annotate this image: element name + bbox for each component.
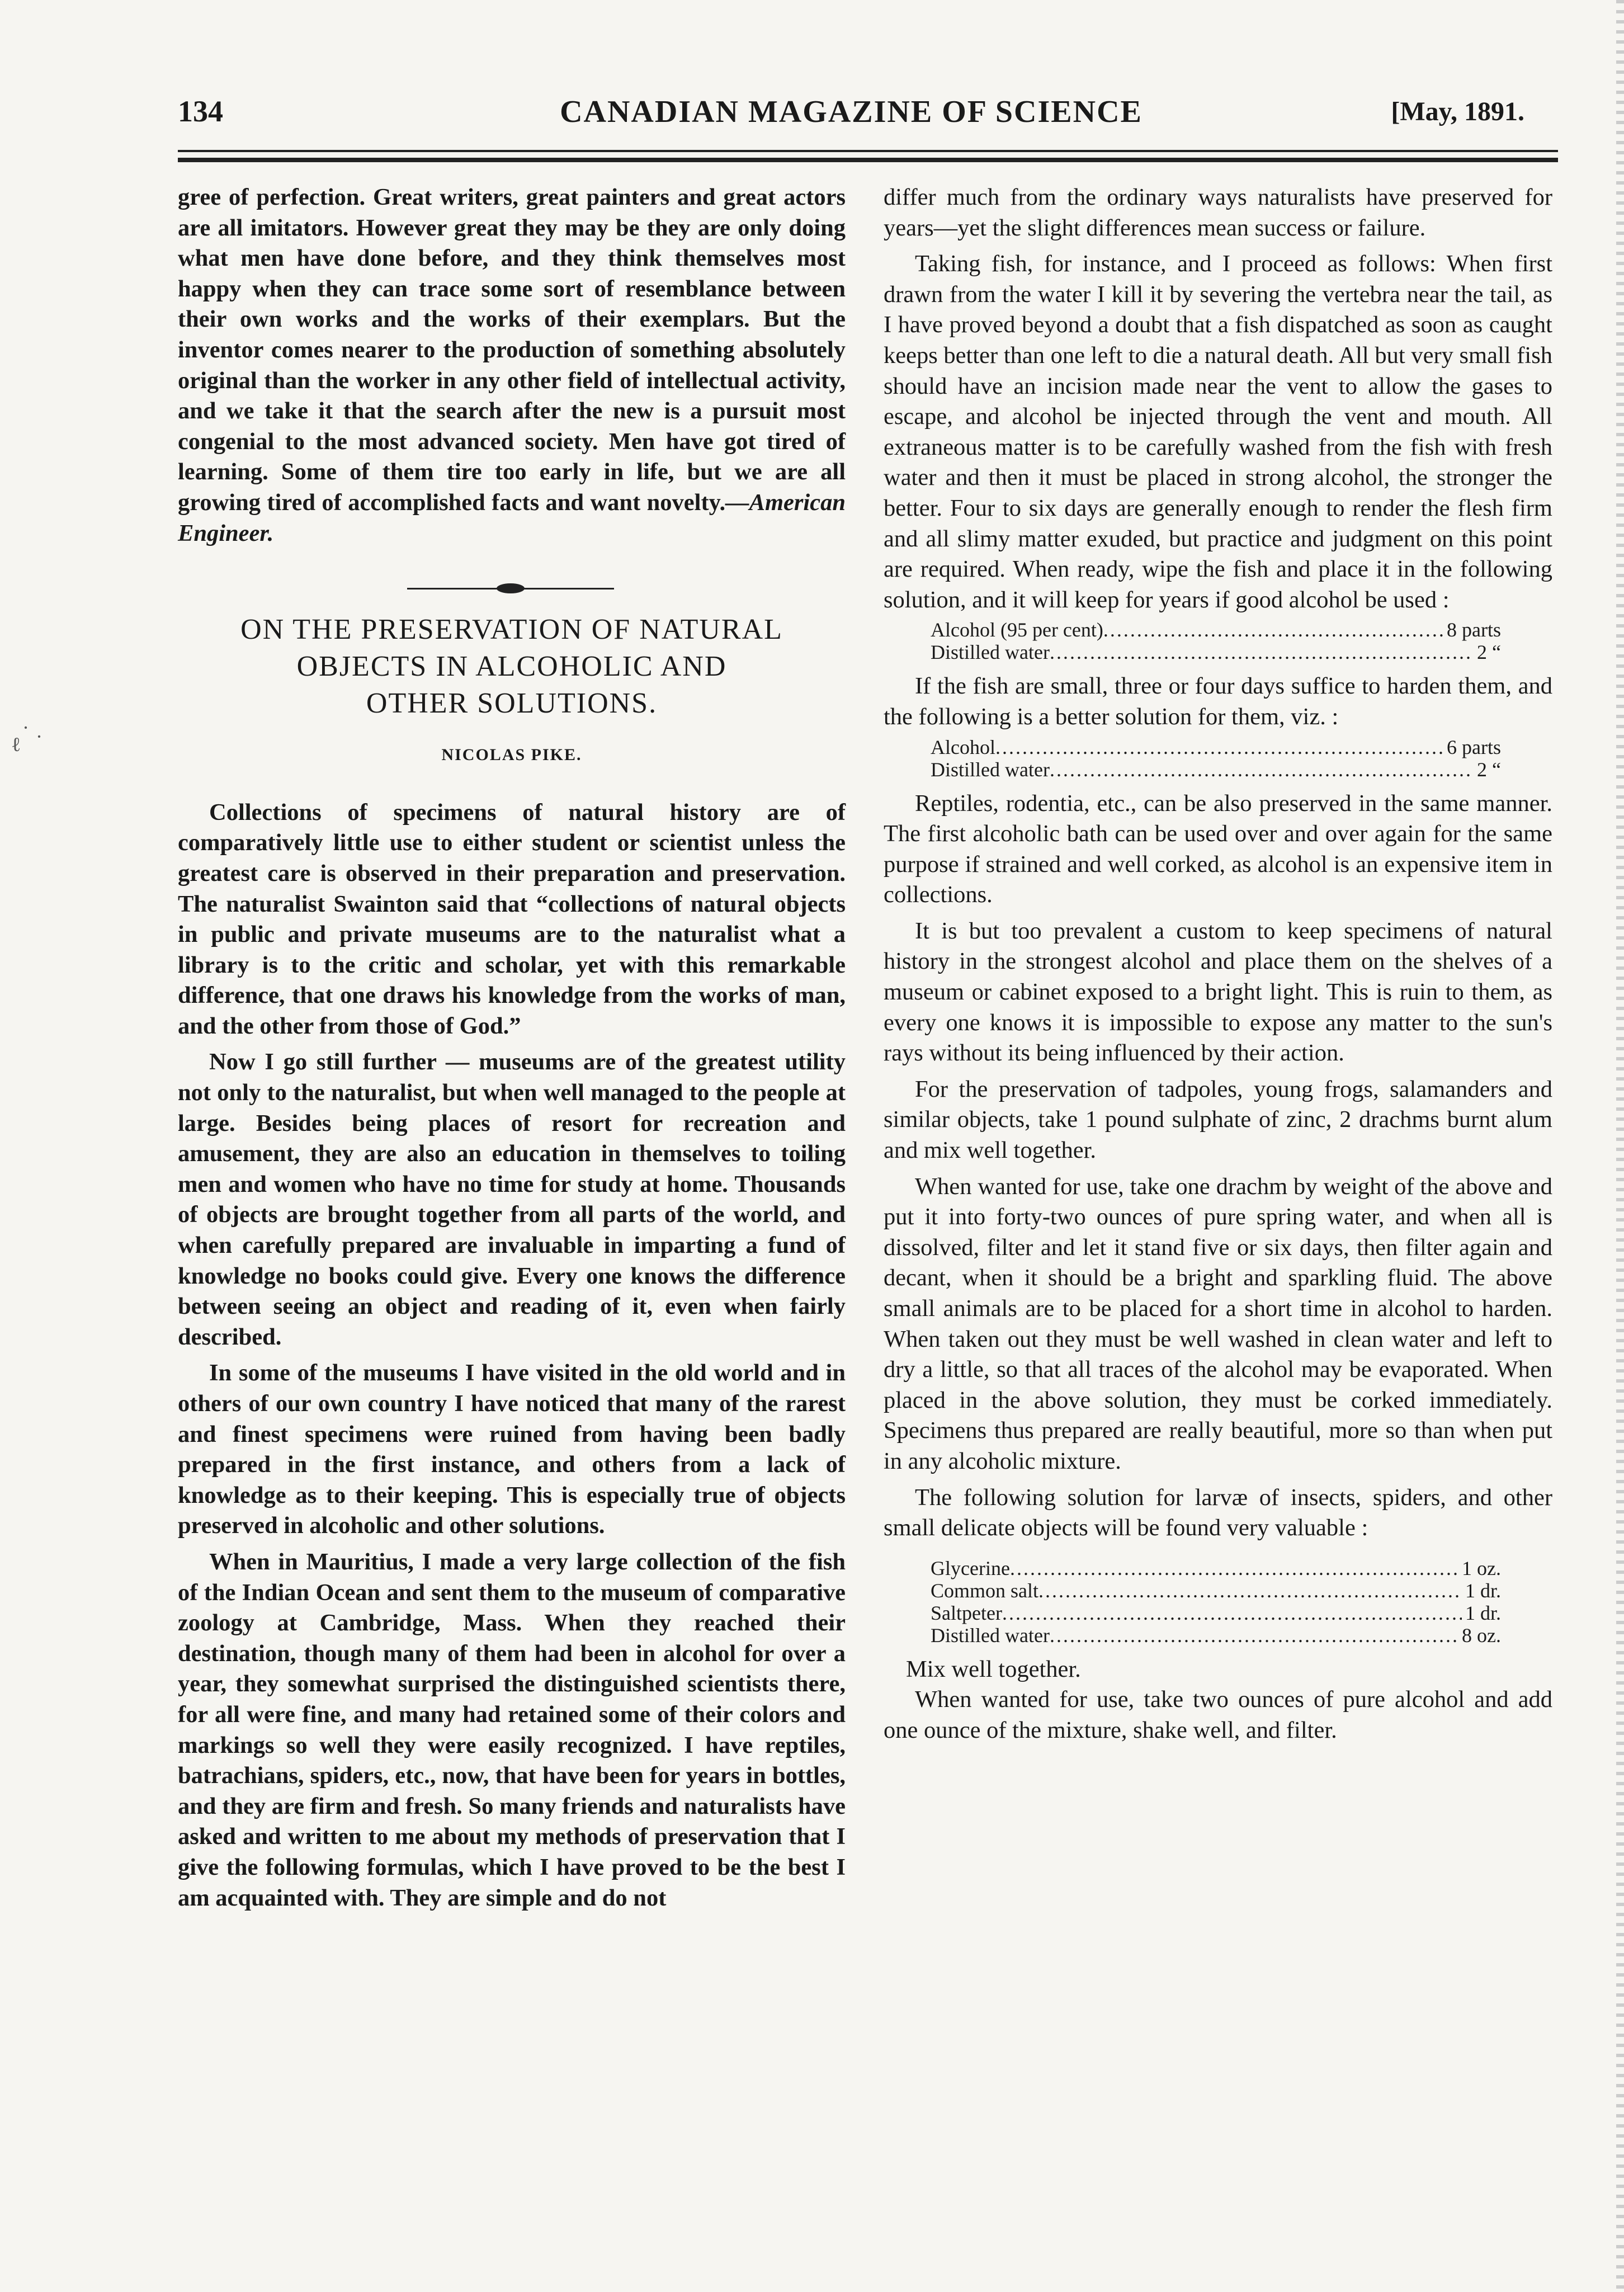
body-paragraph: differ much from the ordinary ways naturalists have preserved for years—yet the slight differences mean success or failure. xyxy=(884,184,1552,241)
body-paragraph: The following solution for larvæ of insects, spiders, and other small delicate objects will be found very valuable : xyxy=(884,1484,1552,1541)
body-paragraph: Taking fish, for instance, and I proceed as follows: When first drawn from the water I kill it by severing the vertebra near the tail, as I have proved beyond a doubt that a fish dispatched as soon as caught keeps better than one left to die a natural death. All but very small fish should have an incision made near the vent to allow the gases to escape, and alcohol be injected through the vent and mouth. All extraneous matter is to be carefully washed from the fish with fresh water and then it must be placed in strong alcohol, the stronger the better. Four to six days are generally enough to render the flesh firm and all slimy matter exuded, but practice and judgment on this point are required. When ready, wipe the fish and place it in the following solution, and it will keep for years if good alcohol be used : xyxy=(884,251,1552,613)
recipe-amount: 1 dr. xyxy=(1465,1579,1501,1602)
article-title-line: ON THE PRESERVATION OF NATURAL xyxy=(240,614,783,646)
recipe-ingredient: Distilled water xyxy=(931,1624,1050,1647)
recipe-amount: 6 parts xyxy=(1447,735,1501,758)
recipe-amount: 8 parts xyxy=(1447,619,1501,642)
article-title xyxy=(178,611,846,722)
recipe-amount: 2 “ xyxy=(1477,641,1501,664)
recipe-ingredient: Distilled water xyxy=(931,641,1050,664)
recipe-amount: 1 dr. xyxy=(1465,1601,1501,1624)
body-paragraph: If the fish are small, three or four days suffice to harden them, and the following is a better solution for them, viz. : xyxy=(884,673,1552,730)
continued-paragraph xyxy=(178,182,846,549)
body-paragraph: Mix well together. xyxy=(906,1656,1081,1682)
section-ornament xyxy=(178,576,846,598)
journal-title: CANADIAN MAGAZINE OF SCIENCE xyxy=(560,95,1143,129)
left-column xyxy=(178,182,846,1913)
recipe-row xyxy=(931,758,1501,781)
body-paragraph: When wanted for use, take two ounces of pure alcohol and add one ounce of the mixture, shake well, and filter. xyxy=(884,1686,1552,1743)
running-head xyxy=(178,84,1524,134)
recipe-ingredient: Alcohol xyxy=(931,735,995,758)
continued-text: gree of perfection. Great writers, great painters and great actors are all imitators. However great they may be they are only doing what men have done before, and they think themselves most happy when they can trace some sort of resemblance between their own works and the works of their exemplars. But the inventor comes nearer to the production of something absolutely original than the worker in any other field of intellectual activity, and we take it that the search after the new is a pursuit most congenial to the most advanced society. Men have got tired of learning. Some of them tire too early in life, but we are all growing tired of accomplished facts and want novelty. xyxy=(178,184,846,516)
recipe-row xyxy=(931,619,1501,641)
recipe-amount: 8 oz. xyxy=(1462,1624,1501,1647)
right-column xyxy=(884,182,1552,1746)
body-paragraph: When in Mauritius, I made a very large collection of the fish of the Indian Ocean and sent them to the museum of comparative zoology at Cambridge, Mass. When they reached their destination, though many of them had been in alcohol for over a year, they somewhat surprised the distinguished scientists there, for all were fine, and many had retained some of their colors and markings so well they were easily recognized. I have reptiles, batrachians, spiders, etc., now, that have been for years in bottles, and they are firm and fresh. So many friends and naturalists have asked and written to me about my methods of preservation that I give the following formulas, which I have proved to be the best I am acquainted with. They are simple and do not xyxy=(178,1548,846,1911)
recipe-fish-large xyxy=(931,619,1501,663)
recipe-ingredient: Distilled water xyxy=(931,758,1050,781)
recipe-row xyxy=(931,1557,1501,1579)
recipe-row xyxy=(931,1602,1501,1624)
article-author: NICOLAS PIKE. xyxy=(441,746,582,765)
recipe-ingredient: Glycerine xyxy=(931,1557,1010,1579)
recipe-larvae xyxy=(931,1557,1501,1647)
body-paragraph: When wanted for use, take one drachm by weight of the above and put it into forty-two ounces of pure spring water, and when all is dissolved, filter and let it stand five or six days, then filter again and decant, when it should be a bright and sparkling fluid. The above small animals are to be placed for a short time in alcohol to harden. When taken out they must be well washed in clean water and left to dry a little, so that all traces of the alcohol may be evaporated. When placed in the above solution, they must be corked immediately. Specimens thus prepared are really beautiful, more so than when put in any alcoholic mixture. xyxy=(884,1173,1552,1474)
header-rule xyxy=(178,150,1558,152)
recipe-fish-small xyxy=(931,736,1501,781)
body-paragraph: Collections of specimens of natural history are of comparatively little use to either student or scientist unless the greatest care is observed in their preparation and preservation. The naturalist Swainton said that “collections of natural objects in public and private museums are to the naturalist what a library is to the critic and scholar, yet with this remarkable difference, that one draws his knowledge from the works of man, and the other from those of God.” xyxy=(178,799,846,1039)
page: 134 CANADIAN MAGAZINE OF SCIENCE [May, 1891. gree of perfection. Great writers, great painters and great actors are all imitators. However great they may be they are only doing what men have done before, and they think themselves most happy when they can trace some sort of resemblance between their own works and the works of their exemplars. But the inventor comes nearer to the production of something absolutely original than the worker in any other field of intellectual activity, and we take it that the search after the new is a pursuit most congenial to the most advanced society. Men have got tired of learning. Some of them tire too early in life, but we are all growing tired of accomplished facts and want novelty.—American Engineer. ON THE PRESERVATION OF NATURAL OBJECTS IN ALCOHOLIC AND OTHER SOLUTIONS. NICOLAS PIKE. Collections of specimens of natural history are of comparatively little use to either student or scientist unless the greatest care is observed in their preparation and preservation. The naturalist Swainton said that “collections of natural objects in public and private museums are to the naturalist what a library is to the critic and scholar, yet with this remarkable difference, that one draws his knowledge from the works of man, and the other from those of God.” Now I go still further — museums are of the greatest utility not only to the naturalist, but when well managed to the people at large. Besides being places of resort for recreation and amusement, they are also an education in themselves to toiling men and women who have no time for study at home. Thousands of objects are brought together from all parts of the world, and when carefully prepared are invaluable in imparting a fund of knowledge no books could give. Every one knows the difference between seeing an object and reading of it, even when fairly described. In some of the museums I have visited in the old world and in others of our own country I have noticed that many of the rarest and finest specimens were ruined from having been badly prepared in the first instance, and others from a lack of knowledge as to their keeping. This is especially true of objects preserved in alcoholic and other solutions. When in Mauritius, I made a very large collection of the fish of the Indian Ocean and sent them to the museum of comparative zoology at Cambridge, Mass. When they reached their destination, though many of them had been in alcohol for over a year, they somewhat surprised the distinguished scientists there, for all were fine, and many had retained some of their colors and markings so well they were easily recognized. I have reptiles, batrachians, spiders, etc., now, that have been for years in bottles, and they are firm and fresh. So many friends and naturalists have asked and written to me about my methods of preservation that I give the following formulas, which I have proved to be the best I am acquainted with. They are simple and do not differ much from the ordinary ways naturalists have preserved for years—yet the slight differences mean success or failure. Taking fish, for instance, and I proceed as follows: When first drawn from the water I kill it by severing the vertebra near the tail, as I have proved beyond a doubt that a fish dispatched as soon as caught keeps better than one left to die a natural death. All but very small fish should have an incision made near the vent to allow the gases to escape, and alcohol be injected through the vent and mouth. All extraneous matter is to be carefully washed from the fish with fresh water and then it must be placed in strong alcohol, the stronger the better. Four to six days are generally enough to render the flesh firm and all slimy matter exuded, but practice and judgment on this point are required. When ready, wipe the fish and place it in the following solution, and it will keep for years if good alcohol be used : Alcohol (95 per cent) ..... 8 parts Distilled water ..... 2 “ If the fish are small, three or four days suffice to harden them, and the following is a better solution for them, viz. : Alcohol ..... 6 parts Distilled water ..... 2 “ Reptiles, rodentia, etc., can be also preserved in the same manner. The first alcoholic bath can be used over and over again for the same purpose if strained and well corked, as alcohol is an expensive item in collections. It is but too prevalent a custom to keep specimens of natural history in the strongest alcohol and place them on the shelves of a museum or cabinet exposed to a bright light. This is ruin to them, as every one knows it is impossible to expose any matter to the sun's rays without its being influenced by their action. For the preservation of tadpoles, young frogs, salamanders and similar objects, take 1 pound sulphate of zinc, 2 drachms burnt alum and mix well together. When wanted for use, take one drachm by weight of the above and put it into forty-two ounces of pure spring water, and when all is dissolved, filter and let it stand five or six days, then filter again and decant, when it should be a bright and sparkling fluid. The above small animals are to be placed for a short time in alcohol to harden. When taken out they must be well washed in clean water and left to dry a little, so that all traces of the alcohol may be evaporated. When placed in the above solution, they must be corked immediately. Specimens thus prepared are really beautiful, more so than when put in any alcoholic mixture. The following solution for larvæ of insects, spiders, and other small delicate objects will be found very valuable : Glycerine ..... 1 oz. Common salt ..... 1 dr. Saltpeter ..... 1 dr. Distilled water ..... 8 oz. Mix well together. When wanted for use, take two ounces of pure alcohol and add one ounce of the mixture, shake well, and filter. · · ℓ xyxy=(0,0,1624,2292)
recipe-row xyxy=(931,736,1501,758)
recipe-amount: 2 “ xyxy=(1477,758,1501,781)
header-rule-thick xyxy=(178,158,1558,162)
recipe-amount: 1 oz. xyxy=(1462,1557,1501,1579)
continued-attribution: —American Engineer. xyxy=(178,489,846,546)
article-title-line: OBJECTS IN ALCOHOLIC AND xyxy=(296,650,727,683)
recipe-row xyxy=(931,641,1501,663)
article-title-line: OTHER SOLUTIONS. xyxy=(366,687,658,720)
body-paragraph: In some of the museums I have visited in the old world and in others of our own country I have noticed that many of the rarest and finest specimens were ruined from having been badly prepared in the first instance, and others from a lack of knowledge as to their keeping. This is especially true of objects preserved in alcoholic and other solutions. xyxy=(178,1360,846,1539)
recipe-ingredient: Alcohol (95 per cent) xyxy=(931,619,1103,642)
recipe-ingredient: Common salt xyxy=(931,1579,1039,1602)
body-paragraph: It is but too prevalent a custom to keep specimens of natural history in the strongest alcohol and place them on the shelves of a museum or cabinet exposed to a bright light. This is ruin to them, as every one knows it is impossible to expose any matter to the sun's rays without its being influenced by their action. xyxy=(884,917,1552,1067)
page-edge xyxy=(1616,0,1624,2292)
body-paragraph: Reptiles, rodentia, etc., can be also preserved in the same manner. The first alcoholic bath can be used over and over again for the same purpose if strained and well corked, as alcohol is an expensive item in collections. xyxy=(884,790,1552,908)
body-paragraph: Now I go still further — museums are of the greatest utility not only to the naturalist, but when well managed to the people at large. Besides being places of resort for recreation and amusement, they are also an education in themselves to toiling men and women who have no time for study at home. Thousands of objects are brought together from all parts of the world, and when carefully prepared are invaluable in imparting a fund of knowledge no books could give. Every one knows the difference between seeing an object and reading of it, even when fairly described. xyxy=(178,1049,846,1350)
page-number: 134 xyxy=(178,95,223,128)
recipe-ingredient: Saltpeter xyxy=(931,1601,1002,1624)
recipe-row xyxy=(931,1624,1501,1647)
issue-date: [May, 1891. xyxy=(1391,97,1524,126)
body-paragraph: For the preservation of tadpoles, young frogs, salamanders and similar objects, take 1 pound sulphate of zinc, 2 drachms burnt alum and mix well together. xyxy=(884,1076,1552,1164)
recipe-row xyxy=(931,1579,1501,1602)
